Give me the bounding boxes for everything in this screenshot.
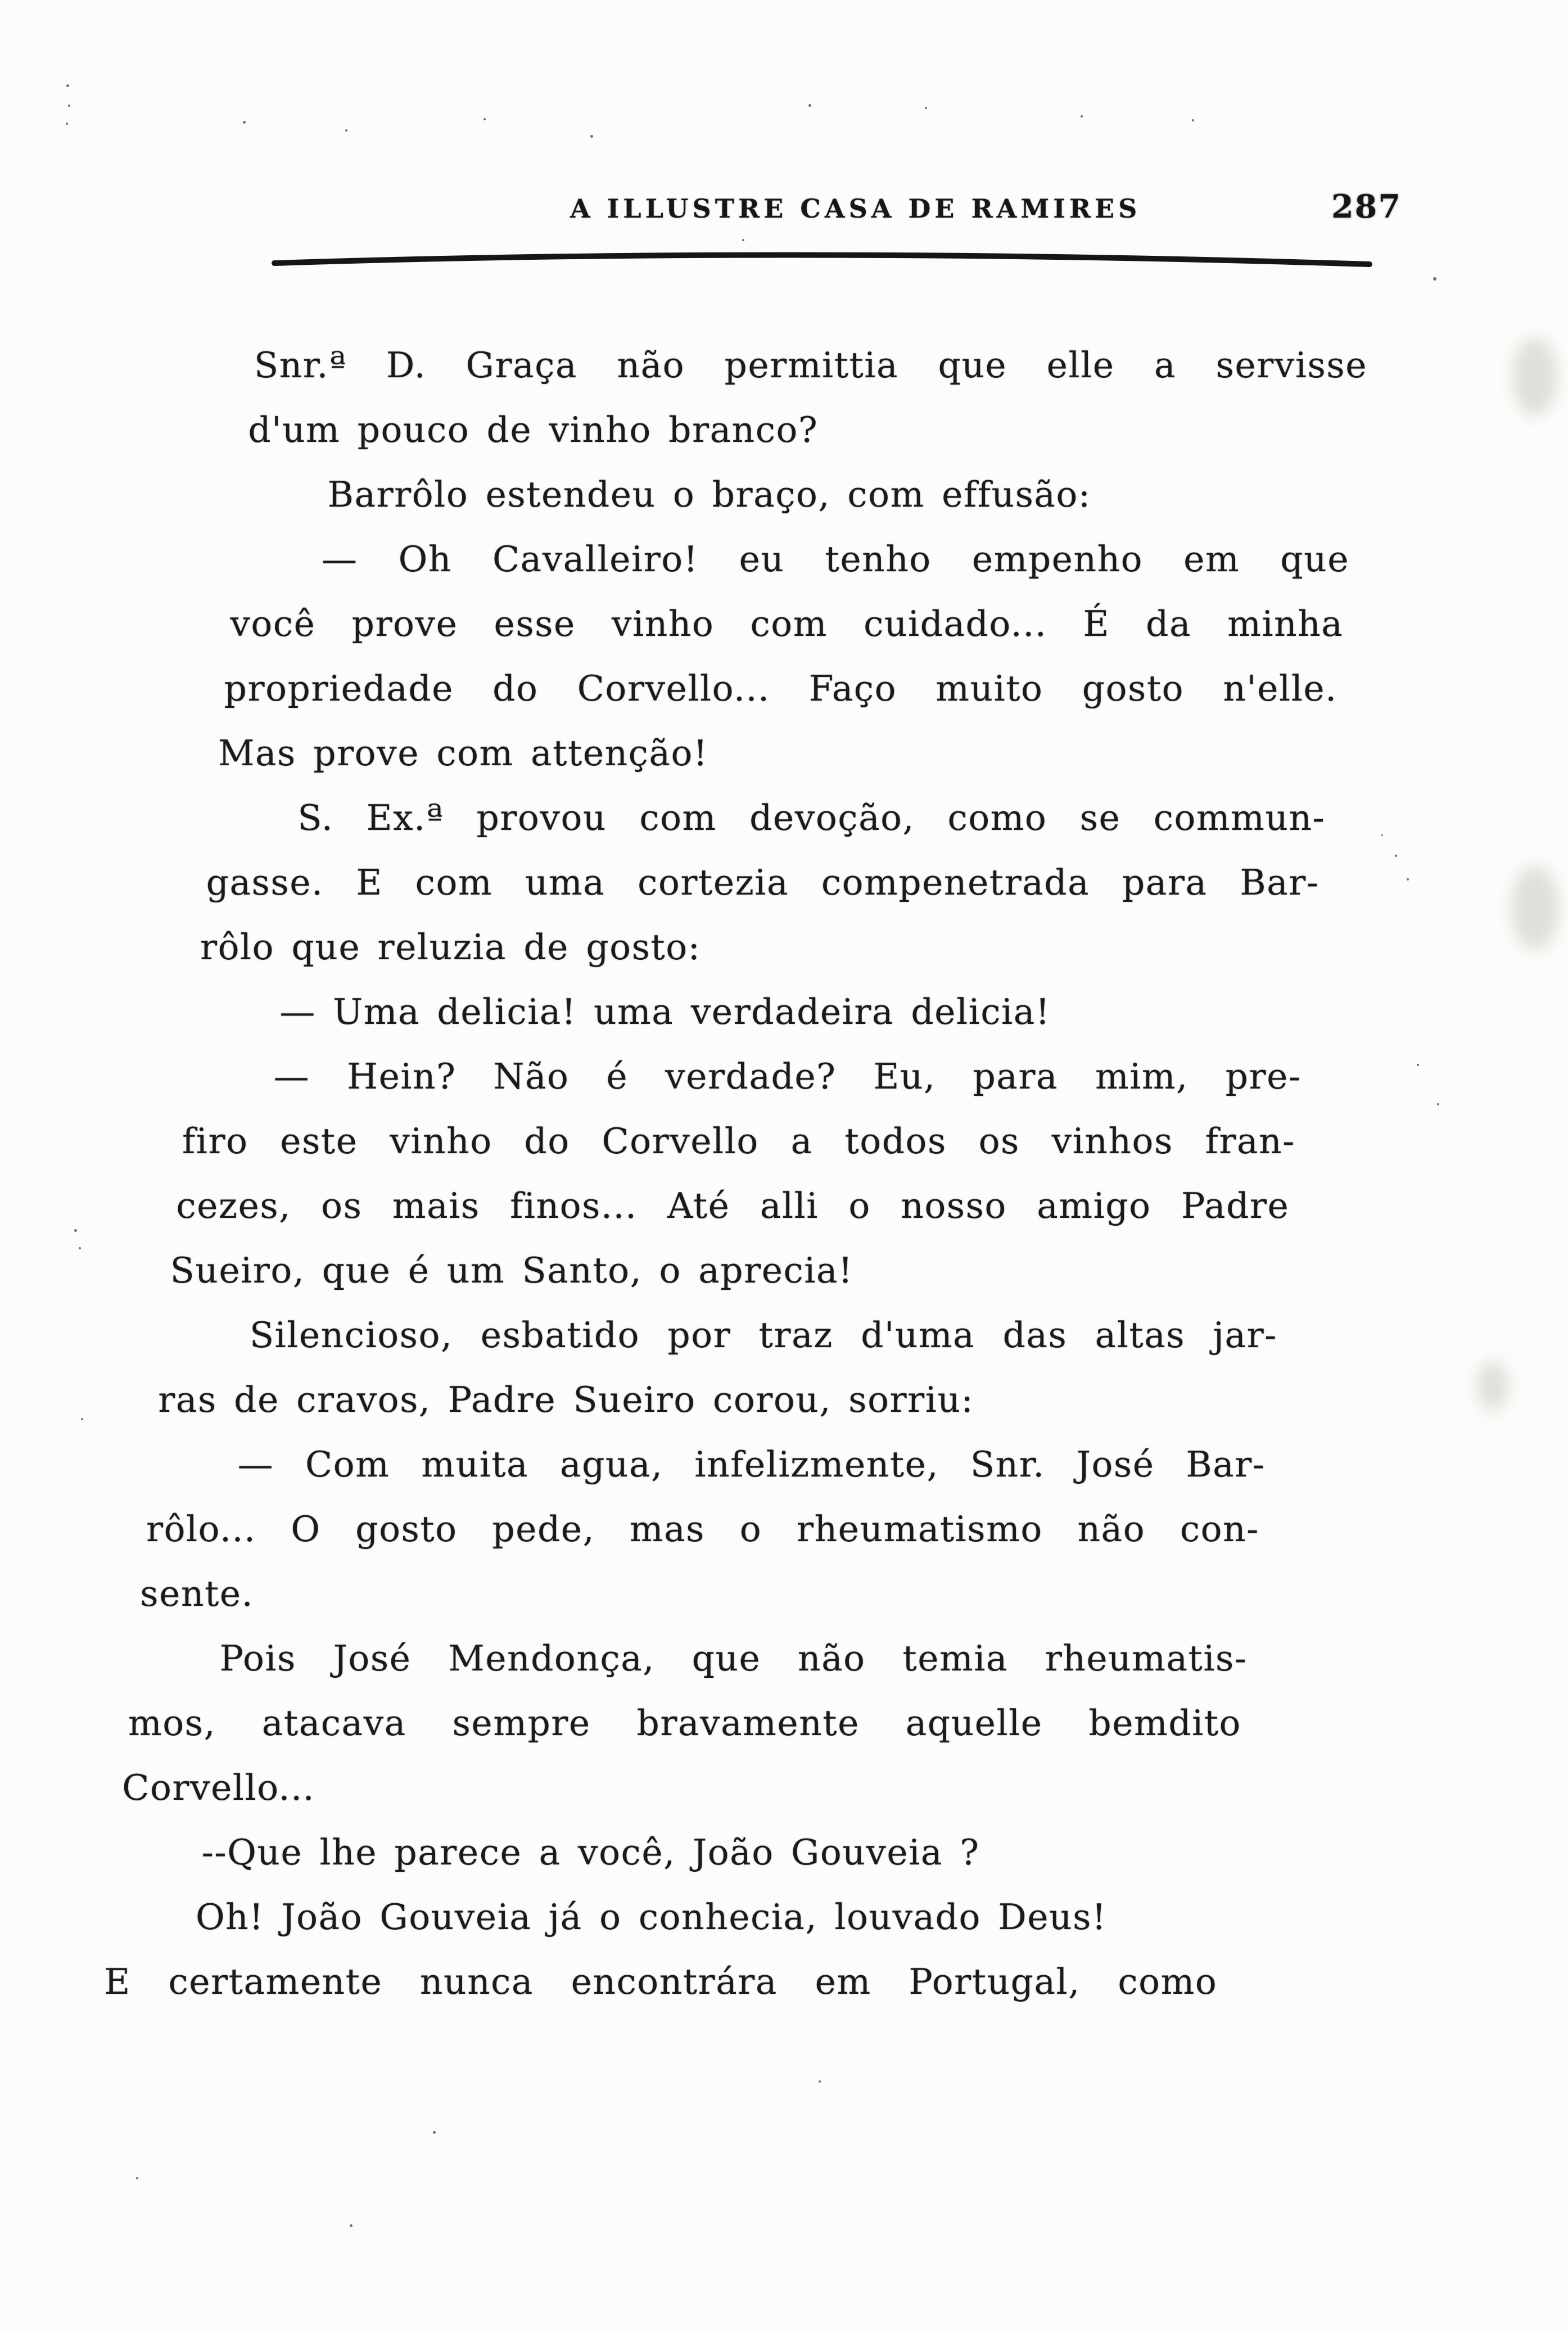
scan-speck xyxy=(808,104,811,107)
scan-speck xyxy=(819,2080,821,2083)
text-line: Sueiro, que é um Santo, o aprecia! xyxy=(170,1250,853,1291)
scan-speck xyxy=(433,2131,436,2134)
scan-speck xyxy=(1433,277,1436,281)
text-line: E certamente nunca encontrára em Portugal, como xyxy=(104,1961,1218,2002)
page-number: 287 xyxy=(1331,188,1402,225)
text-line: Mas prove com attenção! xyxy=(218,733,708,774)
scan-speck xyxy=(483,118,486,120)
scan-speck xyxy=(925,107,927,109)
scan-speck xyxy=(81,1418,83,1420)
text-line: Barrôlo estendeu o braço, com effusão: xyxy=(327,474,1091,515)
text-line: S. Ex.ª provou com devoção, como se commun- xyxy=(297,797,1326,838)
text-line: rôlo... O gosto pede, mas o rheumatismo não con- xyxy=(146,1509,1259,1550)
scan-speck xyxy=(350,2224,353,2227)
scan-speck xyxy=(243,121,246,124)
page-text xyxy=(98,333,1367,2014)
text-line: Silencioso, esbatido por traz d'uma das altas jar- xyxy=(249,1315,1277,1356)
text-line: — Uma delicia! uma verdadeira delicia! xyxy=(279,991,1051,1032)
text-line: firo este vinho do Corvello a todos os vinhos fran- xyxy=(182,1121,1295,1162)
scan-speck xyxy=(1081,115,1083,118)
scan-smudge xyxy=(1512,337,1557,416)
text-line: d'um pouco de vinho branco? xyxy=(248,409,819,450)
scan-speck xyxy=(1395,855,1397,857)
scan-speck xyxy=(136,2177,138,2179)
scan-speck xyxy=(66,84,69,87)
scan-speck xyxy=(1192,119,1194,121)
scan-speck xyxy=(68,105,70,107)
text-line: Snr.ª D. Graça não permittia que elle a servisse xyxy=(254,345,1367,386)
text-line: ras de cravos, Padre Sueiro corou, sorriu: xyxy=(158,1379,974,1420)
scan-speck xyxy=(1407,878,1409,880)
scan-speck xyxy=(74,1229,77,1232)
text-line: — Hein? Não é verdade? Eu, para mim, pre- xyxy=(273,1056,1302,1097)
text-line: rôlo que reluzia de gosto: xyxy=(200,927,701,968)
text-line: Pois José Mendonça, que não temia rheumatis- xyxy=(219,1638,1248,1679)
scan-smudge xyxy=(1511,866,1559,950)
scan-speck xyxy=(66,123,68,125)
scan-speck xyxy=(1417,1064,1419,1066)
text-line: — Oh Cavalleiro! eu tenho empenho em que xyxy=(321,539,1349,580)
text-line: você prove esse vinho com cuidado... É da minha xyxy=(230,603,1344,644)
running-title: A ILLUSTRE CASA DE RAMIRES xyxy=(570,193,1141,224)
text-line: Oh! João Gouveia já o conhecia, louvado Deus! xyxy=(195,1896,1107,1938)
scan-smudge xyxy=(1477,1361,1508,1411)
text-line: cezes, os mais finos... Até alli o nosso amigo Padre xyxy=(176,1185,1290,1226)
scan-speck xyxy=(345,129,347,132)
text-line: — Com muita agua, infelizmente, Snr. José Bar- xyxy=(237,1444,1266,1485)
text-line: sente. xyxy=(140,1573,254,1614)
text-line: --Que lhe parece a você, João Gouveia ? xyxy=(201,1832,980,1873)
scan-speck xyxy=(590,135,593,138)
text-line: mos, atacava sempre bravamente aquelle bemdito xyxy=(128,1703,1241,1744)
scan-speck xyxy=(79,1247,81,1249)
text-line: propriedade do Corvello... Faço muito gosto n'elle. xyxy=(224,668,1337,709)
scan-speck xyxy=(1437,1103,1439,1105)
header-rule xyxy=(0,236,1568,276)
text-line: Corvello... xyxy=(122,1767,315,1808)
scan-speck xyxy=(1381,834,1383,836)
scan-speck xyxy=(742,239,744,241)
text-line: gasse. E com uma cortezia compenetrada para Bar- xyxy=(206,862,1320,903)
